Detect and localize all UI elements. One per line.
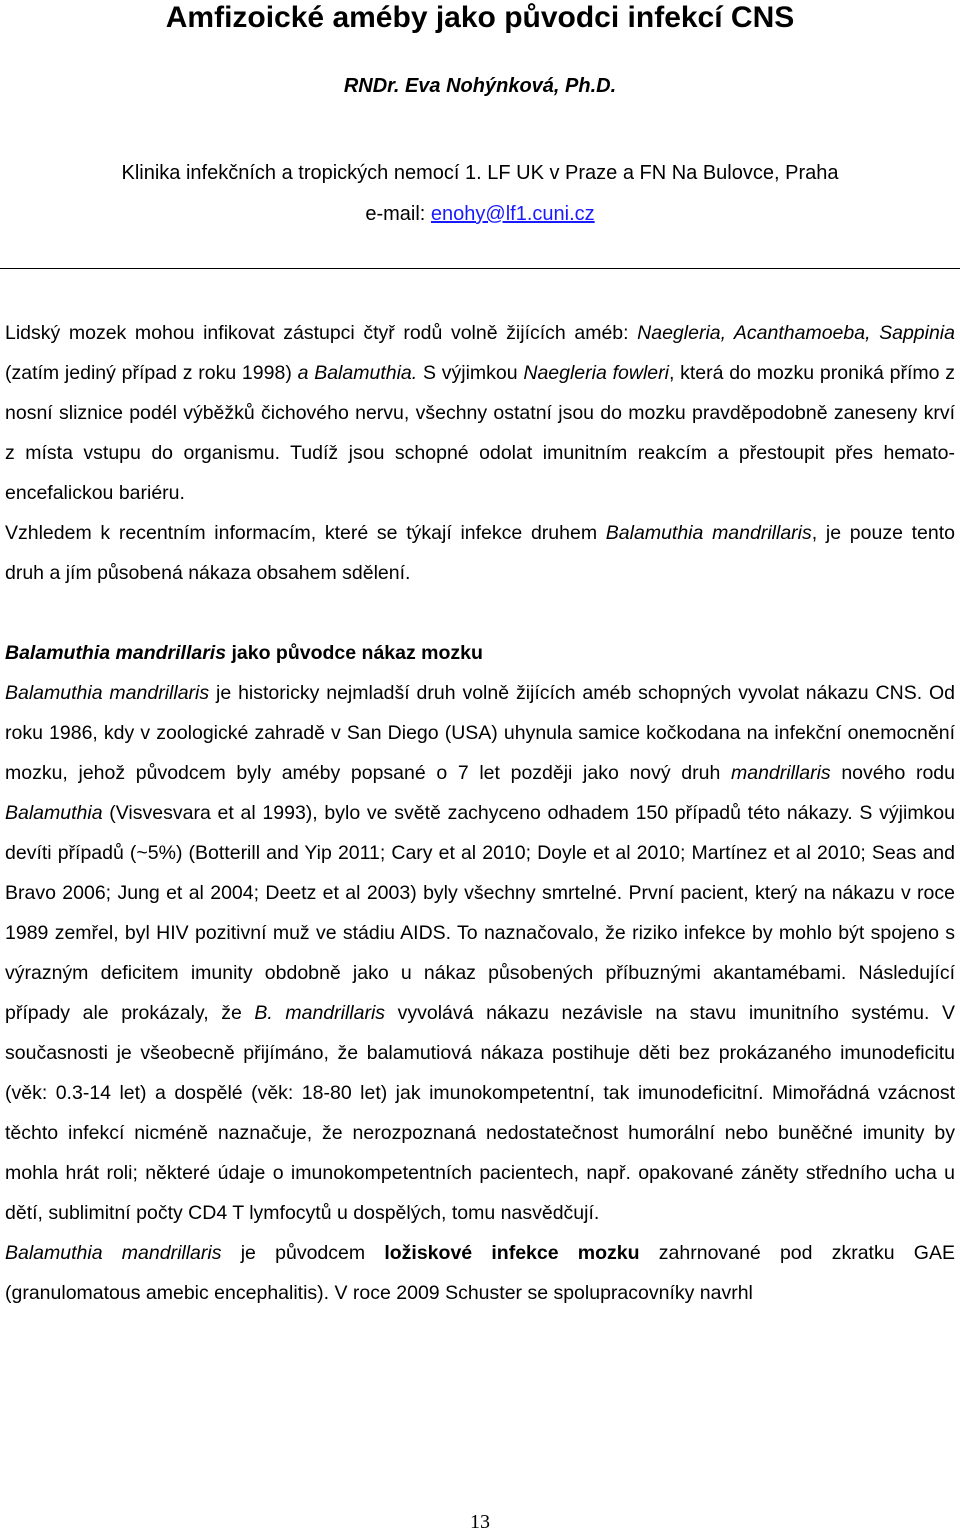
text-run: vyvolává nákazu nezávisle na stavu imunitního systému. V současnosti je všeobecně přijímáno, že balamutiová nákaza postihuje děti bez prokázaného imunodeficitu (věk: 0.3-14 let) a dospělé (věk: 18-80 let) jak imunokompetentní, tak imunodeficitní. Mimořádná vzácnost těchto infekcí nicméně naznačuje, že nerozpoznaná nedostatečnost humorální nebo buněčné imunity by mohla hrát roli; některé údaje o imunokompetentních pacientech, např. opakované záněty středního ucha u dětí, sublimitní počty CD4 T lymfocytů u dospělých, tomu nasvědčují.	[5, 1002, 955, 1224]
header-divider	[0, 268, 960, 269]
emphasis-term: ložiskové infekce mozku	[384, 1242, 640, 1264]
intro-paragraph-1	[5, 313, 955, 513]
section-spacer	[5, 593, 955, 633]
heading-text: jako původce nákaz mozku	[226, 642, 483, 664]
text-run: S výjimkou	[417, 362, 524, 384]
text-run: , je pouze tento druh a jím působená nákaza obsahem sdělení.	[5, 522, 955, 584]
text-run: , která do mozku proniká přímo z nosní sliznice podél výběžků čichového nervu, všechny ostatní jsou do mozku pravděpodobně zaneseny krví z místa vstupu do organismu. Tudíž jsou schopné odolat imunitním reakcím a přestoupit přes hemato-encefalickou bariéru.	[5, 362, 956, 504]
genus-names: Naegleria, Acanthamoeba, Sappinia	[637, 322, 955, 344]
email-label: e-mail:	[365, 203, 431, 225]
section-paragraph-2	[5, 1233, 955, 1313]
author-affiliation: Klinika infekčních a tropických nemocí 1. LF UK v Praze a FN Na Bulovce, Praha	[121, 162, 839, 184]
species-name: Balamuthia mandrillaris	[5, 682, 210, 704]
text-run: je původcem	[221, 1242, 385, 1264]
heading-species-name: Balamuthia mandrillaris	[5, 642, 227, 664]
species-name: Naegleria fowleri	[523, 362, 669, 384]
text-run: Lidský mozek mohou infikovat zástupci čtyř rodů volně žijících améb:	[5, 322, 638, 344]
genus-name: Balamuthia	[5, 802, 103, 824]
species-name: Balamuthia mandrillaris	[5, 1242, 222, 1264]
section-paragraph-1	[5, 673, 955, 1233]
species-epithet: mandrillaris	[730, 762, 831, 784]
text-run: (zatím jediný případ z roku 1998)	[5, 362, 298, 384]
author-name: RNDr. Eva Nohýnková, Ph.D.	[343, 75, 617, 97]
email-link[interactable]: enohy@lf1.cuni.cz	[430, 203, 595, 225]
text-run: zahrnované pod zkratku GAE (granulomatous amebic encephalitis). V roce 2009 Schuster se spolupracovníky navrhl	[5, 1242, 955, 1304]
text-run: (Visvesvara et al 1993), bylo ve světě zachyceno odhadem 150 případů této nákazy. S výjimkou devíti případů (~5%) (Botterill and Yip 2011; Cary et al 2010; Doyle et al 2010; Martínez et al 2010; Seas and Bravo 2006; Jung et al 2004; Deetz et al 2003) byly všechny smrtelné. První pacient, který na nákazu v roce 1989 zemřel, byl HIV pozitivní muž ve stádiu AIDS. To naznačovalo, že riziko infekce by mohlo být spojeno s výrazným deficitem imunity obdobně jako u nákaz působených příbuznými akantamébami. Následující případy ale prokázaly, že	[5, 802, 955, 1024]
text-run: Vzhledem k recentním informacím, které se týkají infekce druhem	[5, 522, 606, 544]
section-heading	[5, 633, 955, 673]
text-run: je historicky nejmladší druh volně žijících améb schopných vyvolat nákazu CNS. Od roku 1986, kdy v zoologické zahradě v San Diego (USA) uhynula samice kočkodana na infekční onemocnění mozku, jehož původcem byly améby popsané o 7 let později jako nový druh	[5, 682, 956, 784]
genus-name: a Balamuthia.	[297, 362, 418, 384]
author-email-line	[0, 199, 960, 229]
page-number: 13	[470, 1511, 490, 1533]
article-body	[5, 313, 955, 1313]
text-run: nového rodu	[830, 762, 955, 784]
species-name: Balamuthia mandrillaris	[605, 522, 812, 544]
document-title: Amfizoické améby jako původci infekcí CNS	[165, 1, 795, 34]
intro-paragraph-2	[5, 513, 955, 593]
species-name: B. mandrillaris	[254, 1002, 386, 1024]
